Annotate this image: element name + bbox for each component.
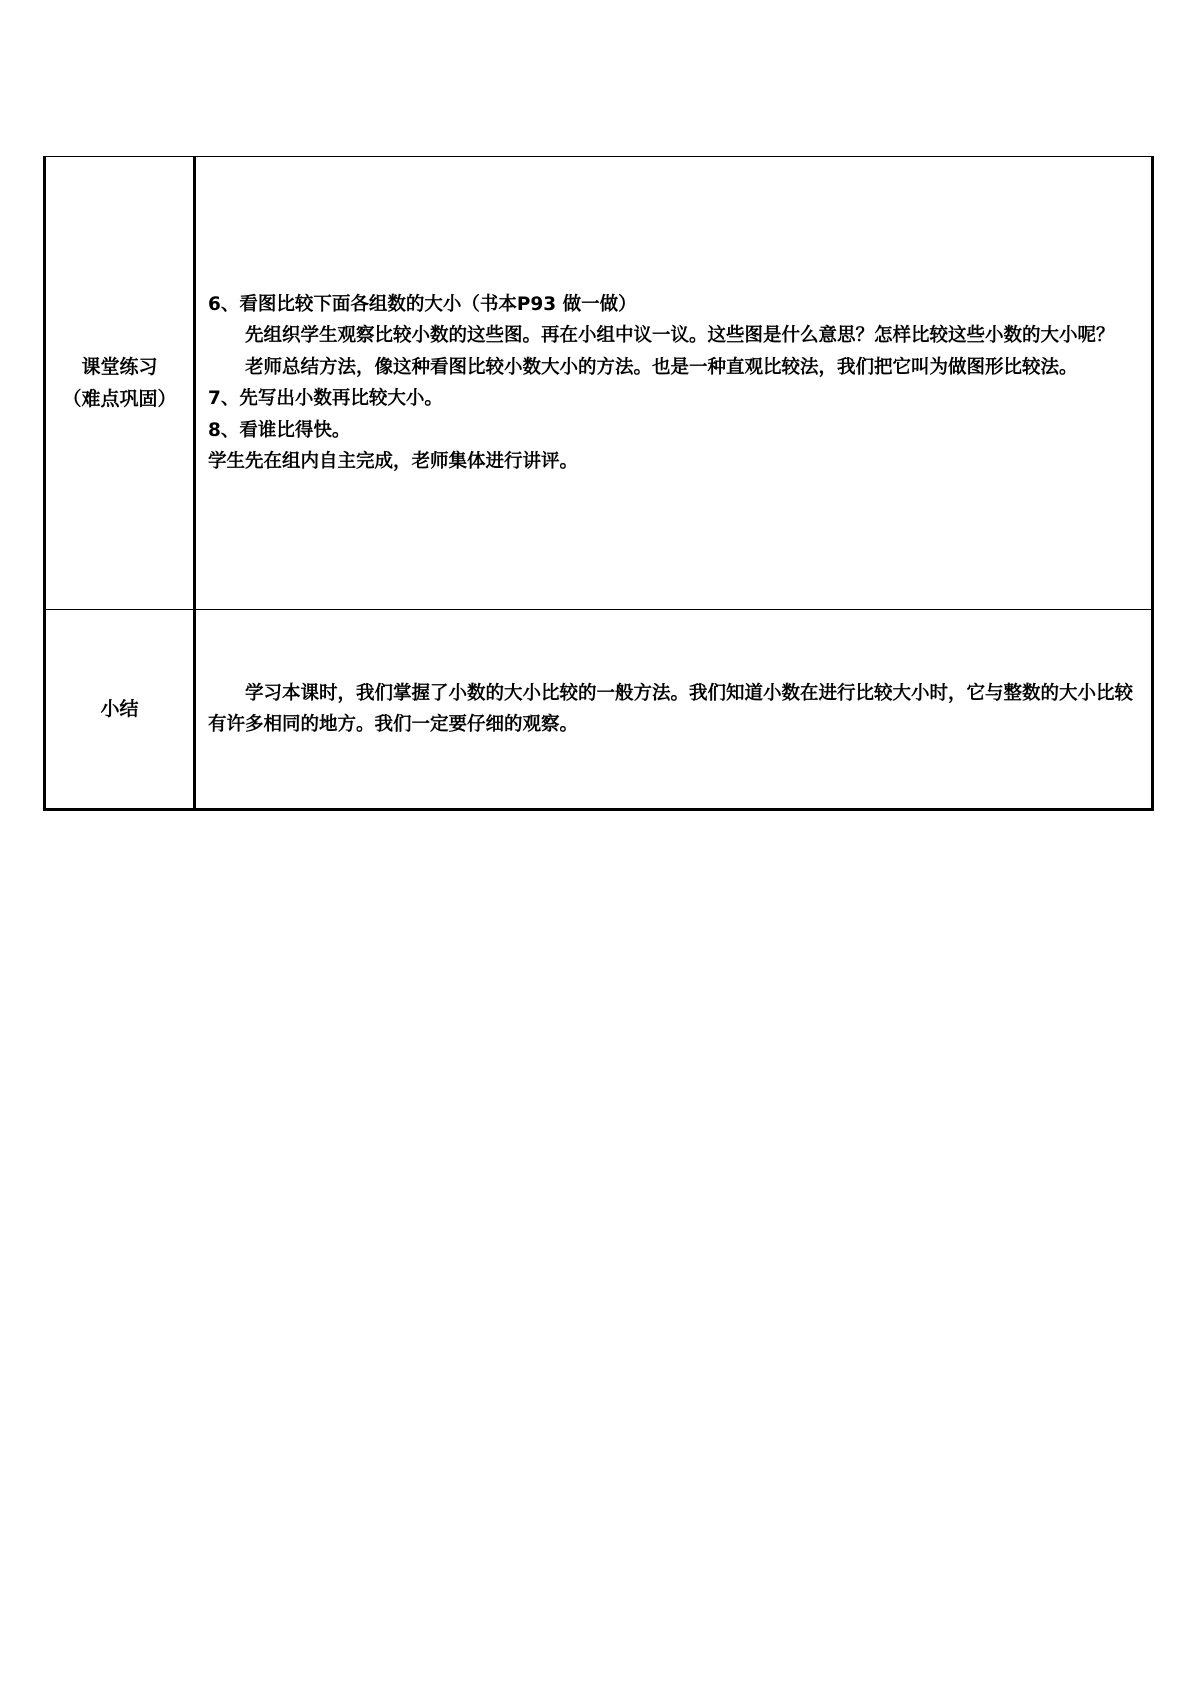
practice-content-cell [195, 157, 1153, 610]
practice-item-7: 7、先写出小数再比较大小。 [208, 388, 443, 409]
practice-method-paragraph: 老师总结方法，像这种看图比较小数大小的方法。也是一种直观比较法，我们把它叫为做图形比较法。 [245, 356, 1078, 378]
practice-sublabel: （难点巩固） [62, 388, 177, 410]
practice-item-8: 8、看谁比得快。 [208, 419, 351, 441]
practice-observe-paragraph: 先组织学生观察比较小数的这些图。再在小组中议一议。这些图是什么意思？怎样比较这些小数的大小呢？ [245, 325, 1115, 346]
summary-paragraph: 学习本课时，我们掌握了小数的大小比较的一般方法。我们知道小数在进行比较大小时，它与整数的大小比较有许多相同的地方。我们一定要仔细的观察。 [208, 682, 1134, 735]
table-row-summary [45, 610, 1153, 810]
practice-label: 课堂练习 [81, 356, 158, 378]
practice-review-line: 学生先在组内自主完成，老师集体进行讲评。 [208, 451, 579, 472]
summary-label-cell [45, 610, 195, 810]
practice-label-cell [45, 157, 195, 610]
practice-item-6: 6、看图比较下面各组数的大小（书本P93 做一做） [208, 293, 637, 315]
lesson-plan-table [43, 156, 1154, 811]
summary-label: 小结 [100, 698, 139, 720]
summary-content-cell [195, 610, 1153, 810]
table-row-practice [45, 157, 1153, 610]
